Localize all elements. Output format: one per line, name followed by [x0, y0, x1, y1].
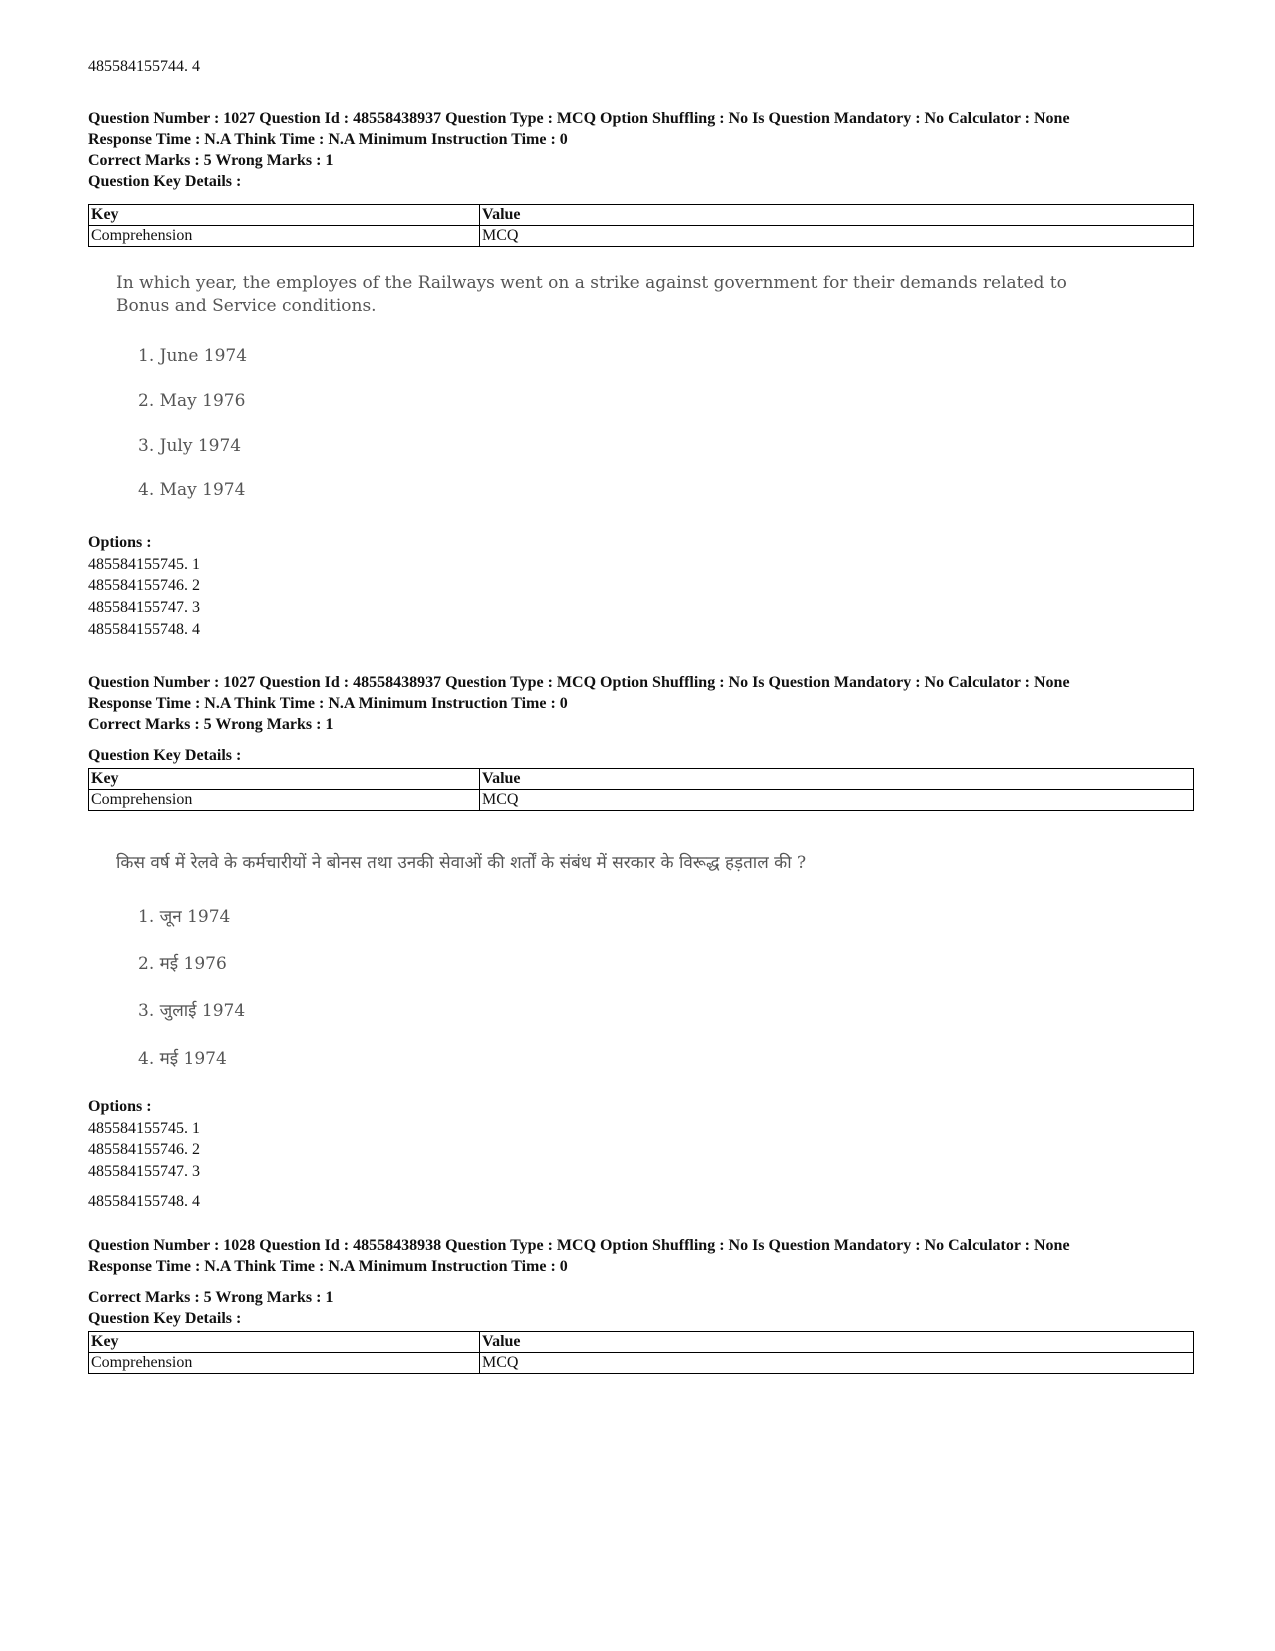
choice-item: 3. July 1974	[138, 436, 242, 456]
meta-line: Question Number : 1027 Question Id : 48558438937 Question Type : MCQ Option Shuffling : No Is Question Mandatory : No Calculator : None	[88, 110, 1070, 127]
question-text: किस वर्ष में रेलवे के कर्मचारीयों ने बोनस तथा उनकी सेवाओं की शर्तों के संबंध में सरकार के विरूद्ध हड़ताल की ?	[116, 853, 807, 873]
value-header: Value	[480, 205, 1194, 226]
table-row	[89, 790, 1194, 811]
options-label: Options :	[88, 534, 152, 551]
question-image-1	[116, 272, 1067, 500]
key-cell: Comprehension	[89, 790, 480, 811]
meta-line: Correct Marks : 5 Wrong Marks : 1	[88, 1289, 334, 1306]
choice-item: 4. May 1974	[138, 480, 246, 500]
choice-item: 1. जून 1974	[138, 907, 231, 927]
choice-item: 3. जुलाई 1974	[138, 1001, 246, 1021]
option-item: 485584155745. 1	[88, 555, 200, 573]
options-list-2	[88, 1096, 200, 1213]
meta-line: Question Key Details :	[88, 173, 242, 190]
question-key-table-3	[88, 1331, 1194, 1374]
choice-item: 2. मई 1976	[138, 954, 227, 974]
meta-line: Response Time : N.A Think Time : N.A Minimum Instruction Time : 0	[88, 1258, 568, 1275]
table-row	[89, 205, 1194, 226]
question-text: Bonus and Service conditions.	[116, 296, 377, 316]
value-header: Value	[480, 769, 1194, 790]
meta-line: Question Number : 1028 Question Id : 48558438938 Question Type : MCQ Option Shuffling : No Is Question Mandatory : No Calculator : None	[88, 1237, 1070, 1254]
key-cell: Comprehension	[89, 1353, 480, 1374]
meta-line: Response Time : N.A Think Time : N.A Minimum Instruction Time : 0	[88, 695, 568, 712]
options-list-1	[88, 532, 200, 641]
top-option-line: 485584155744. 4	[88, 58, 200, 75]
key-cell: Comprehension	[89, 226, 480, 247]
key-header: Key	[89, 769, 480, 790]
option-item: 485584155746. 2	[88, 577, 200, 595]
question-meta-1	[88, 108, 1070, 192]
value-cell: MCQ	[480, 226, 1194, 247]
table-row	[89, 1353, 1194, 1374]
meta-line: Correct Marks : 5 Wrong Marks : 1	[88, 716, 334, 733]
value-cell: MCQ	[480, 1353, 1194, 1374]
table-row	[89, 1332, 1194, 1353]
option-item: 485584155748. 4	[88, 620, 200, 638]
meta-line: Question Number : 1027 Question Id : 48558438937 Question Type : MCQ Option Shuffling : No Is Question Mandatory : No Calculator : None	[88, 674, 1070, 691]
value-header: Value	[480, 1332, 1194, 1353]
question-key-table-1	[88, 204, 1194, 247]
option-item: 485584155745. 1	[88, 1119, 200, 1137]
options-label: Options :	[88, 1098, 152, 1115]
question-image-2	[116, 852, 807, 1069]
key-header: Key	[89, 1332, 480, 1353]
option-item: 485584155746. 2	[88, 1141, 200, 1159]
choice-item: 2. May 1976	[138, 391, 246, 411]
key-header: Key	[89, 205, 480, 226]
table-row	[89, 769, 1194, 790]
option-item: 485584155748. 4	[88, 1192, 200, 1210]
meta-line: Question Key Details :	[88, 747, 242, 764]
question-meta-2	[88, 672, 1070, 766]
choice-item: 1. June 1974	[138, 346, 248, 366]
table-row	[89, 226, 1194, 247]
value-cell: MCQ	[480, 790, 1194, 811]
question-key-table-2	[88, 768, 1194, 811]
question-text: In which year, the employes of the Railways went on a strike against government for their demands related to	[116, 273, 1067, 293]
option-item: 485584155747. 3	[88, 599, 200, 617]
meta-line: Response Time : N.A Think Time : N.A Minimum Instruction Time : 0	[88, 131, 568, 148]
meta-line: Correct Marks : 5 Wrong Marks : 1	[88, 152, 334, 169]
question-meta-3	[88, 1235, 1070, 1329]
option-item: 485584155747. 3	[88, 1163, 200, 1181]
choice-item: 4. मई 1974	[138, 1049, 227, 1069]
meta-line: Question Key Details :	[88, 1310, 242, 1327]
